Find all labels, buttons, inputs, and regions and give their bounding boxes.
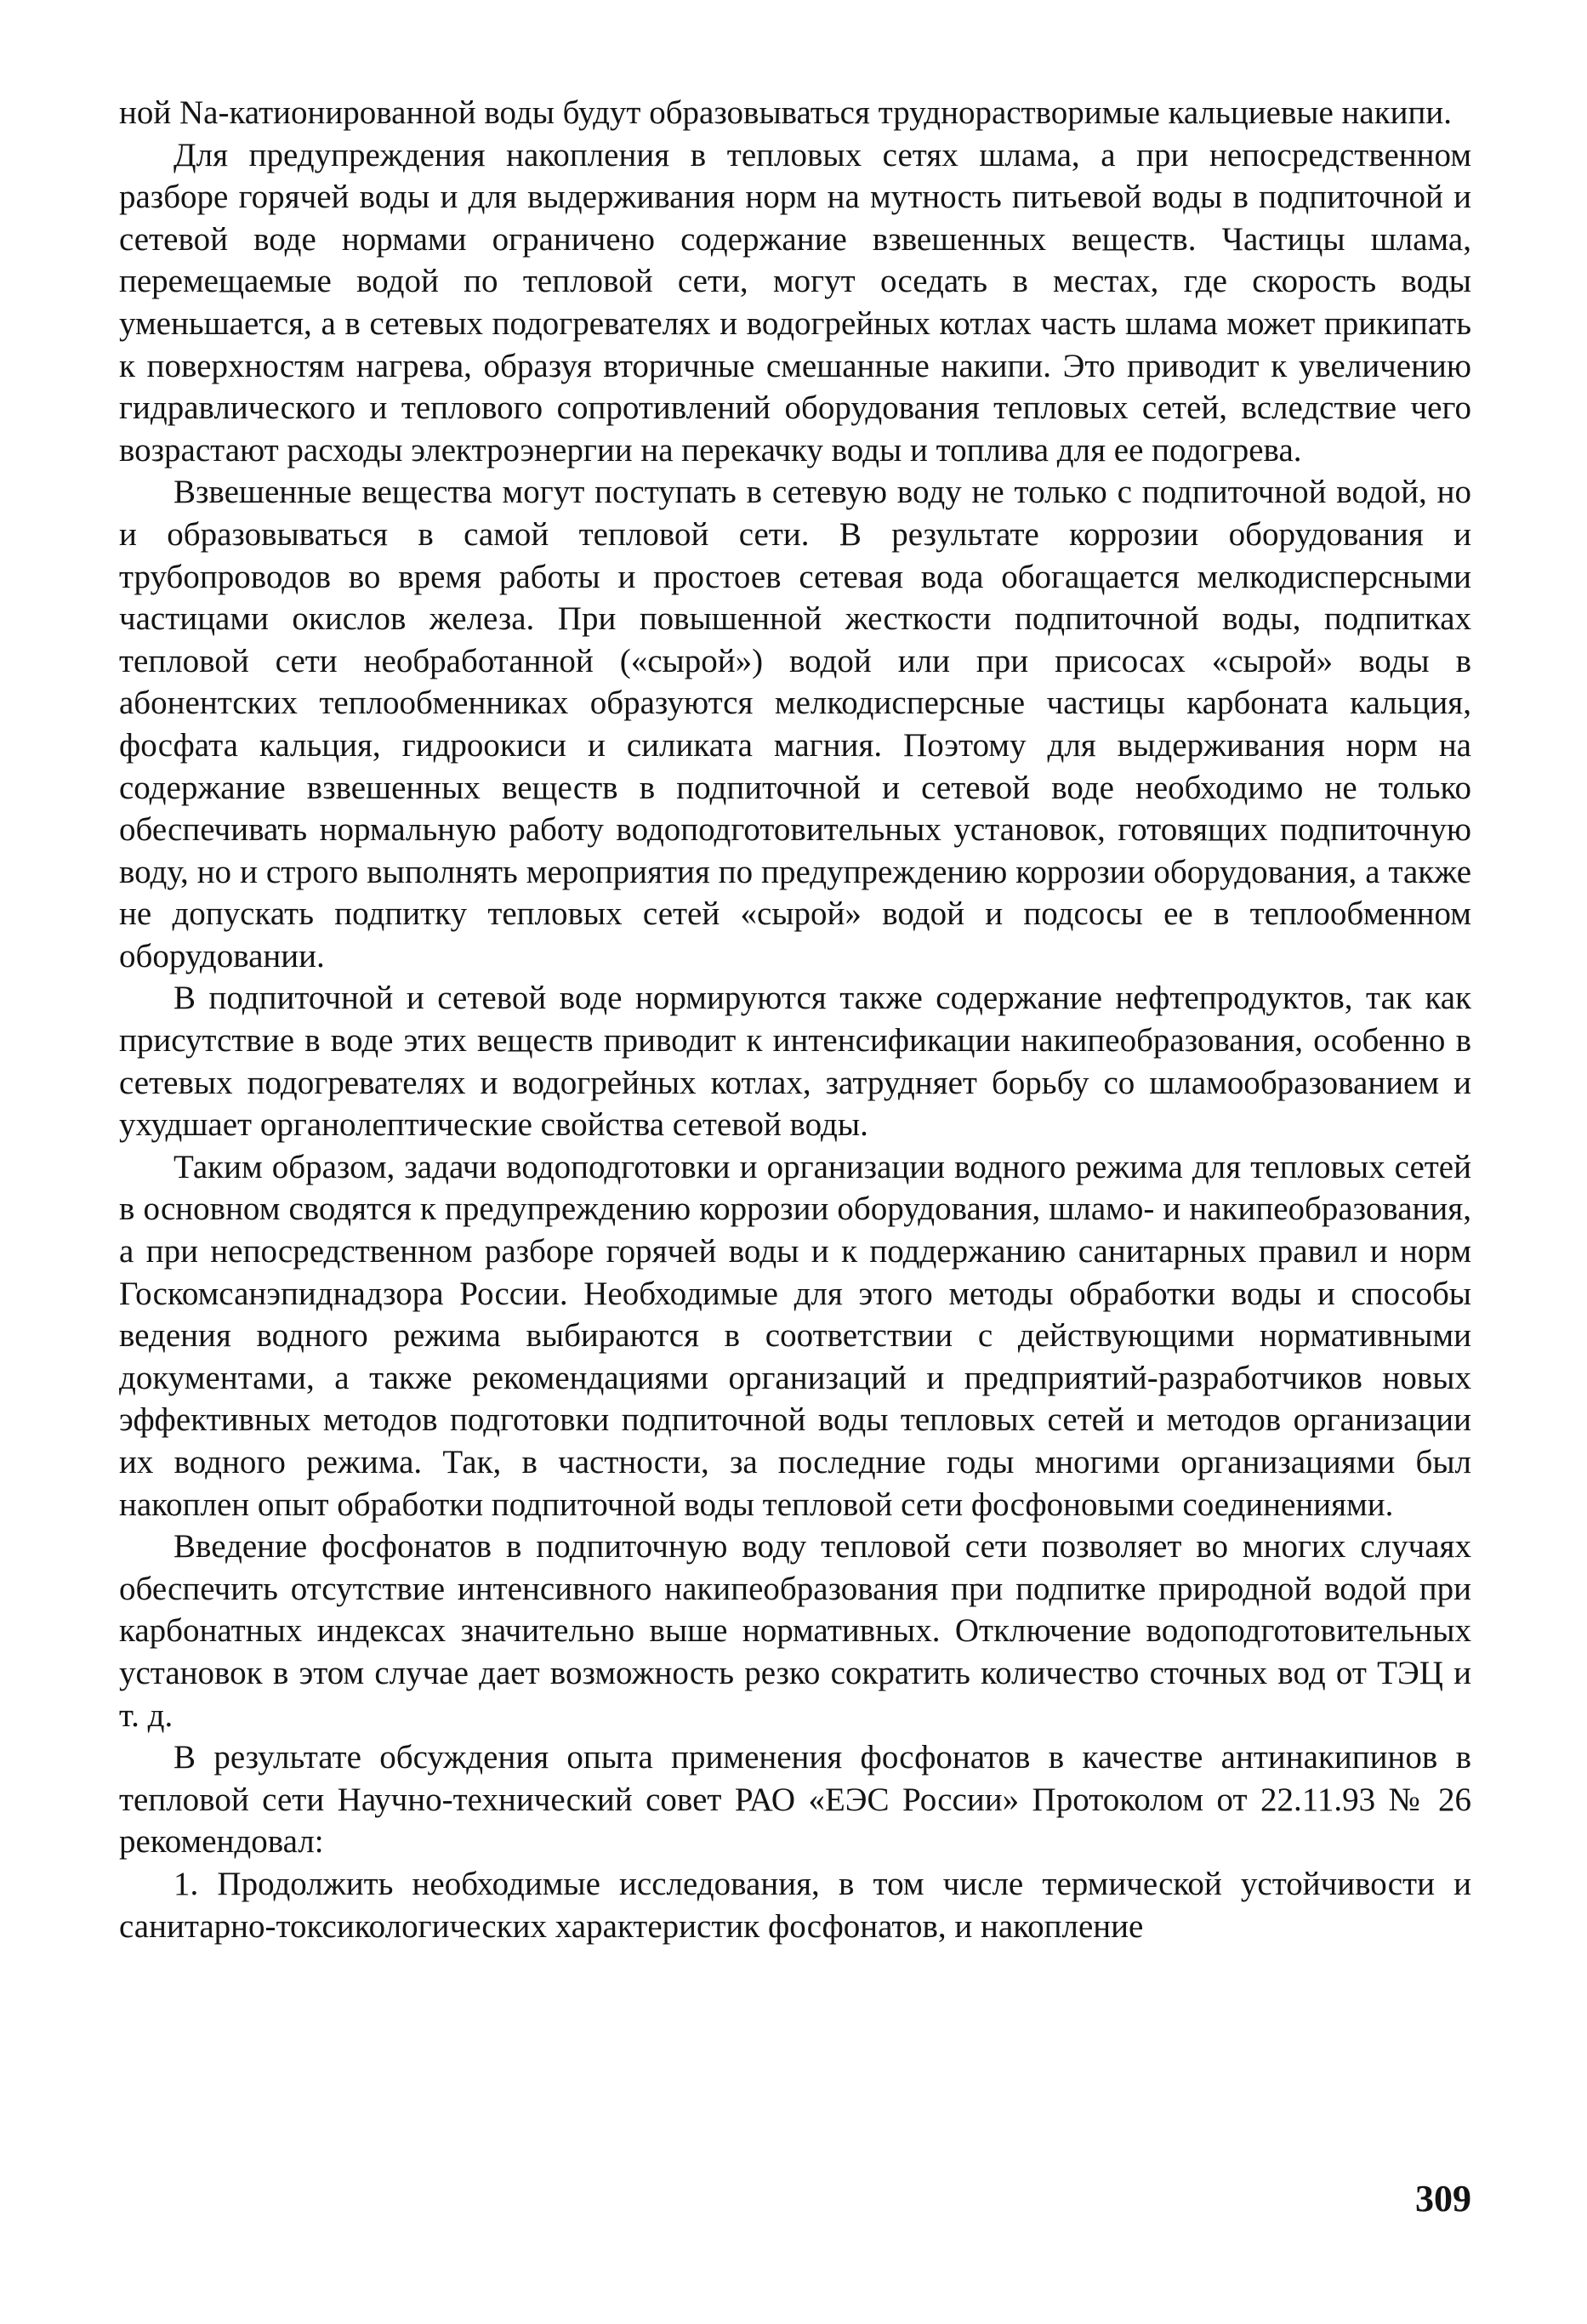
paragraph-5: Таким образом, задачи водоподготовки и организации водного режима для тепловых сетей в основном сводятся к предупреждению коррозии оборудования, шламо- и накипеобразования, а при непосредственном разборе горячей воды и к поддержанию санитарных правил и норм Госкомсанэпиднадзора России. Необходимые для этого методы обработки воды и способы ведения водного режима выбираются в соответствии с действующими нормативными документами, а также рекомендациями организаций и предприятий-разработчиков новых эффективных методов подготовки подпиточной воды тепловых сетей и методов организации их водного режима. Так, в частности, за последние годы многими организациями был накоплен опыт обработки подпиточной воды тепловой сети фосфоновыми соединениями.	[119, 1148, 1471, 1523]
page-number: 309	[1415, 2178, 1471, 2219]
page-text	[119, 92, 1471, 2269]
paragraph-2: Для предупреждения накопления в тепловых сетях шлама, а при непосредственном разборе горячей воды и для выдерживания норм на мутность питьевой воды в подпиточной и сетевой воде нормами ограничено содержание взвешенных веществ. Частицы шлама, перемещаемые водой по тепловой сети, могут оседать в местах, где скорость воды уменьшается, а в сетевых подогревателях и водогрейных котлах часть шлама может прикипать к поверхностям нагрева, образуя вторичные смешанные накипи. Это приводит к увеличению гидравлического и теплового сопротивлений оборудования тепловых сетей, вследствие чего возрастают расходы электроэнергии на перекачку воды и топлива для ее подогрева.	[119, 136, 1471, 469]
paragraph-1: ной Na-катионированной воды будут образовываться труднорастворимые кальциевые накипи.	[119, 94, 1453, 131]
paragraph-4: В подпиточной и сетевой воде нормируются также содержание нефтепродуктов, так как присутствие в воде этих веществ приводит к интенсификации накипеобразования, особенно в сетевых подогревателях и водогрейных котлах, затрудняет борьбу со шламообразованием и ухудшает органолептические свойства сетевой воды.	[119, 980, 1471, 1144]
paragraph-7: В результате обсуждения опыта применения фосфонатов в качестве антинакипинов в тепловой сети Научно-технический совет РАО «ЕЭС России» Протоколом от 22.11.93 № 26 рекомендовал:	[119, 1739, 1471, 1861]
paragraph-6: Введение фосфонатов в подпиточную воду тепловой сети позволяет во многих случаях обеспечить отсутствие интенсивного накипеобразования при подпитке природной водой при карбонатных индексах значительно выше нормативных. Отключение водоподготовительных установок в этом случае дает возможность резко сократить количество сточных вод от ТЭЦ и т. д.	[119, 1528, 1471, 1734]
paragraph-8: 1. Продолжить необходимые исследования, в том числе термической устойчивости и санитарно-токсикологических характеристик фосфонатов, и накопление	[119, 1865, 1471, 1945]
paragraph-3: Взвешенные вещества могут поступать в сетевую воду не только с подпиточной водой, но и образовываться в самой тепловой сети. В результате коррозии оборудования и трубопроводов во время работы и простоев сетевая вода обогащается мелкодисперсными частицами окислов железа. При повышенной жесткости подпиточной воды, подпитках тепловой сети необработанной («сырой») водой или при присосах «сырой» воды в абонентских теплообменниках образуются мелкодисперсные частицы карбоната кальция, фосфата кальция, гидроокиси и силиката магния. Поэтому для выдерживания норм на содержание взвешенных веществ в подпиточной и сетевой воде необходимо не только обеспечивать нормальную работу водоподготовительных установок, готовящих подпиточную воду, но и строго выполнять мероприятия по предупреждению коррозии оборудования, а также не допускать подпитку тепловых сетей «сырой» водой и подсосы ее в теплообменном оборудовании.	[119, 474, 1471, 974]
